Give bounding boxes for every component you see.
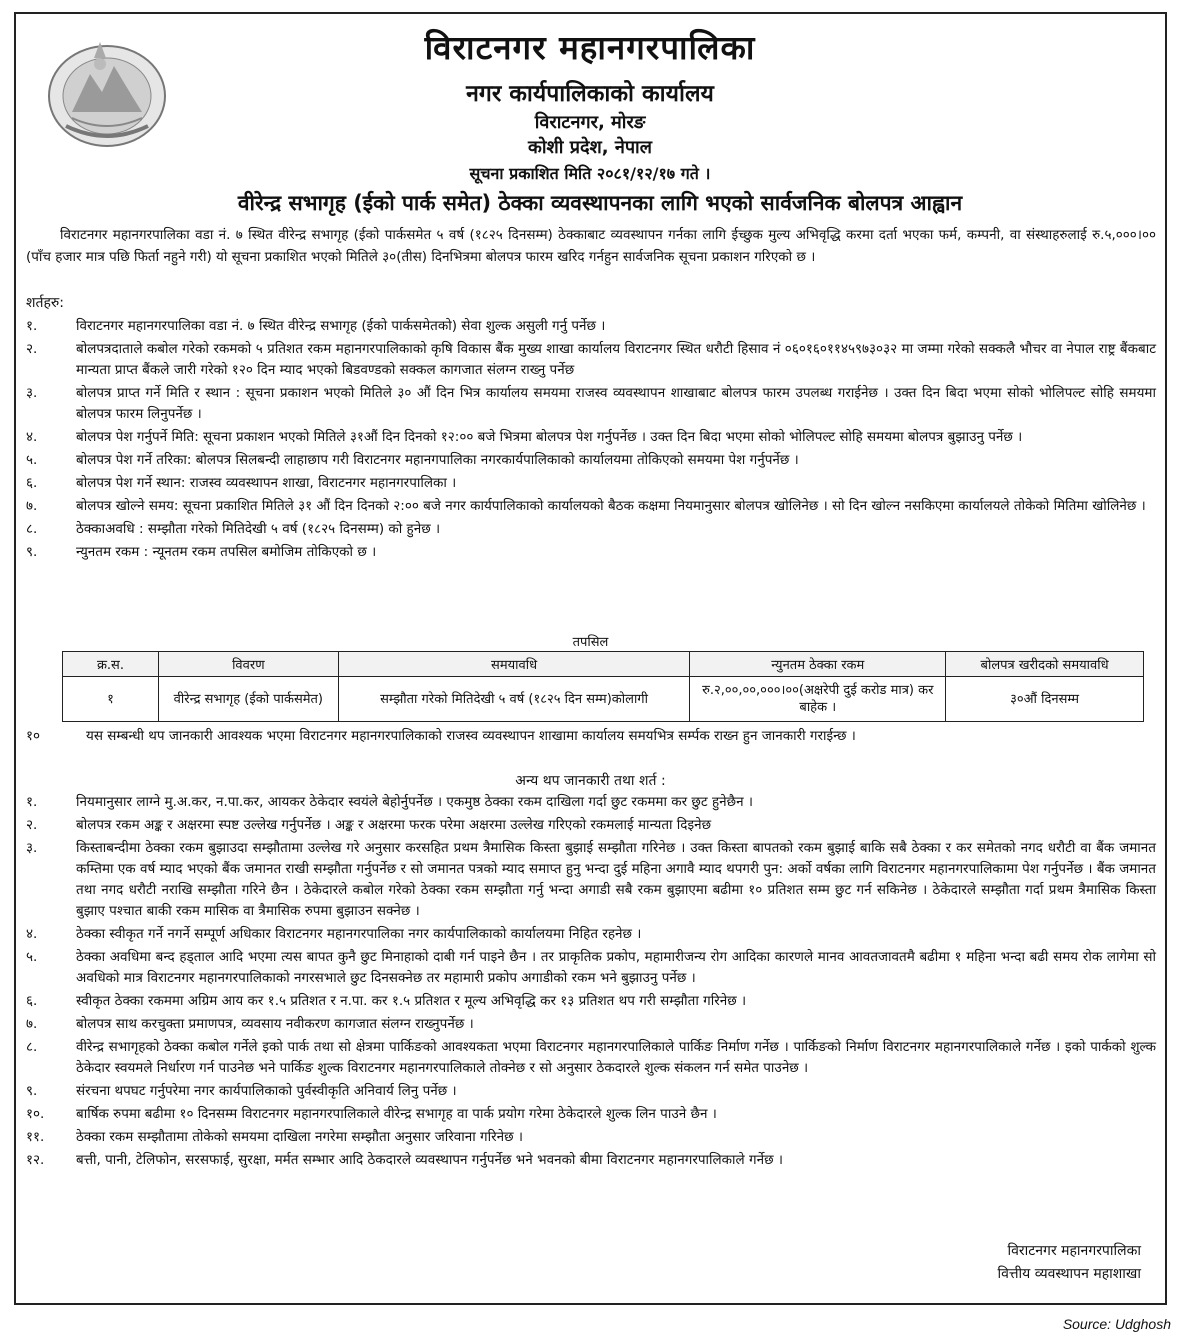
list-item — [26, 1081, 1156, 1102]
item-number: ९. — [26, 1083, 38, 1099]
item-text: बोलपत्र पेश गर्नुपर्ने मिति: सूचना प्रकाशन भएको मितिले ३१औं दिन दिनको १२:०० बजे भित्रमा बोलपत्र पेश गर्नुपर्नेछ । उक्त दिन बिदा भएमा सोको भोलिपल्ट सोहि समयमा बोलपत्र बुझाउनु पर्नेछ । — [76, 429, 1023, 445]
item-text: ठेक्काअवधि : सम्झौता गरेको मितिदेखी ५ वर्ष (१८२५ दिनसम्म) को हुनेछ । — [76, 521, 441, 537]
item-text: ठेक्का रकम सम्झौतामा तोकेको समयमा दाखिला नगरेमा सम्झौता अनुसार जरिवाना गरिनेछ । — [76, 1129, 524, 1145]
item-text: विराटनगर महानगरपालिका वडा नं. ७ स्थित वीरेन्द्र सभागृह (ईको पार्कसमेतको) सेवा शुल्क असुली गर्नु पर्नेछ । — [76, 318, 606, 334]
table-cell: रु.२,००,००,०००।००(अक्षरेपी दुई करोड मात्र) कर बाहेक । — [690, 677, 946, 722]
item-number: ७. — [26, 498, 38, 514]
item-text: बोलपत्र प्राप्त गर्ने मिति र स्थान : सूचना प्रकाशन भएको मितिले ३० औं दिन भित्र कार्यालय समयमा राजस्व व्यवस्थापन शाखाबाट बोलपत्र फारम उपलब्ध गराईनेछ । उक्त दिन बिदा भएमा सोको भोलिपल्ट सोहि समयमा बोलपत्र फारम लिनुपर्नेछ । — [76, 385, 1156, 422]
schedule-label: तपसिल — [572, 635, 609, 650]
list-item — [26, 316, 1156, 337]
list-item — [26, 726, 1156, 747]
item-text: ठेक्का स्वीकृत गर्ने नगर्ने सम्पूर्ण अधिकार विराटनगर महानगरपालिका नगर कार्यपालिकाको कार्यालयमा निहित रहनेछ । — [76, 926, 642, 942]
item-number: ११. — [26, 1129, 45, 1145]
item-text: वीरेन्द्र सभागृहको ठेक्का कबोल गर्नेले इको पार्क तथा सो क्षेत्रमा पार्किङको आवश्यकता भएमा विराटनगर महानगरपालिकाले पार्किङ निर्माण गर्नेछ । पार्किङको निर्माण विराटनगर महानगरपालिकाले गर्नेछ । इको पार्कको शुल्क ठेकेदार स्वयमले निर्धारण गर्न पाउनेछ भने पार्किङ शुल्क विराटनगर महानगरपालिकाले तोक्नेछ र सो अनुसार ठेकदारले शुल्क संकलन गर्न समेत पाउनेछ । — [76, 1039, 1156, 1076]
item-text: ठेक्का अवधिमा बन्द हड्ताल आदि भएमा त्यस बापत कुनै छुट मिनाहाको दाबी गर्न पाइने छैन । तर प्राकृतिक प्रकोप, महामारीजन्य रोग आदिका कारणले मानव आवतजावतमै बढीमा १ महिना भन्दा बढी समय रोक लागेमा सो अवधिको मात्र विराटनगर महानगरपालिकाको नगरसभाले छुट दिनसक्नेछ तर महामारी प्रकोप अगाडीको रकम भने बुझाउनु पर्नेछ । — [76, 949, 1156, 986]
notice-title: वीरेन्द्र सभागृह (ईको पार्क समेत) ठेक्का व्यवस्थापनका लागि भएको सार्वजनिक बोलपत्र आह्वान — [237, 191, 963, 215]
schedule-table — [62, 651, 1144, 722]
published-date: सूचना प्रकाशित मिति २०८१/१२/१७ गते । — [469, 164, 711, 183]
list-item — [26, 947, 1156, 989]
item-number: २. — [26, 341, 38, 357]
column-header: विवरण — [158, 652, 338, 677]
item-number: ४. — [26, 926, 38, 942]
item-text: न्युनतम रकम : न्यूनतम रकम तपसिल बमोजिम तोकिएको छ । — [76, 544, 377, 560]
list-item — [26, 427, 1156, 448]
item-number: ३. — [26, 385, 38, 401]
conditions-heading: शर्तहरु: — [26, 295, 65, 311]
office-location: विराटनगर, मोरङ — [534, 112, 646, 133]
item-number: ६. — [26, 993, 38, 1009]
table-cell: वीरेन्द्र सभागृह (ईको पार्कसमेत) — [158, 677, 338, 722]
item-text: किस्ताबन्दीमा ठेक्का रकम बुझाउदा सम्झौतामा उल्लेख गरे अनुसार करसहित प्रथम त्रैमासिक किस्ता बुझाई सम्झौता गरिनेछ । उक्त किस्ता बापतको रकम बुझाई बाकि सबै ठेक्का र कर समेतको नगद धरौटी वा बैंक जमानत कम्तिमा एक वर्ष म्याद भएको बैंक जमानत राखी सम्झौता गर्नुपर्नेछ र सो जमानत पत्रको म्याद समाप्त हुनु भन्दा दुई महिना अगावै म्याद थपगरी पुन: अर्को वर्षका लागि विराटनगर महानगरपालिकामा पेश गर्नुपर्नेछ । बैंक जमानत तथा नगद धरौटी नराखि सम्झौता गरिने छैन । ठेकेदारले कबोल गरेको ठेक्का रकम सम्झौता गर्नु भन्दा अगाडी सबै रकम बुझाएमा बढीमा १० प्रतिशत सम्म छुट गर्न सकिनेछ । ठेकेदारले सम्झौता गर्दा प्रथम त्रैमासिक किस्ता बुझाए पश्चात बाकी रकम मासिक वा त्रैमासिक रुपमा बुझाउन सक्नेछ । — [76, 840, 1156, 919]
list-item — [26, 991, 1156, 1012]
intro-paragraph — [26, 224, 1156, 268]
table-cell: १ — [63, 677, 159, 722]
item-text: नियमानुसार लाग्ने मु.अ.कर, न.पा.कर, आयकर ठेकेदार स्वयंले बेहोर्नुपर्नेछ । एकमुष्ठ ठेक्का रकम दाखिला गर्दा छुट रकममा कर छुट हुनेछैन । — [76, 794, 754, 810]
list-item — [26, 792, 1156, 813]
office-name: नगर कार्यपालिकाको कार्यालय — [466, 81, 714, 107]
item-text: बत्ती, पानी, टेलिफोन, सरसफाई, सुरक्षा, मर्मत सम्भार आदि ठेकदारले व्यवस्थापन गर्नुपर्नेछ भने भवनको बीमा विराटनगर महानगरपालिकाले गर्नेछ । — [76, 1152, 783, 1168]
list-item — [26, 924, 1156, 945]
list-item — [26, 383, 1156, 425]
list-item — [26, 1037, 1156, 1079]
item-text: संरचना थपघट गर्नुपरेमा नगर कार्यपालिकाको पुर्वस्वीकृति अनिवार्य लिनु पर्नेछ । — [76, 1083, 457, 1099]
column-header: समयावधि — [338, 652, 690, 677]
item-text: बोलपत्र खोल्ने समय: सूचना प्रकाशित मितिले ३१ औं दिन दिनको २:०० बजे नगर कार्यपालिकाको कार्यालयको बैठक कक्षमा नियमानुसार बोलपत्र खोलिनेछ । सो दिन खोल्न नसकिएमा कार्यालयले तोकेको मितिमा खोलिनेछ । — [76, 498, 1146, 514]
item-number: १. — [26, 318, 38, 334]
column-header: न्युनतम ठेक्का रकम — [690, 652, 946, 677]
other-conditions-list — [26, 792, 1156, 1173]
column-header: बोलपत्र खरीदको समयावधि — [946, 652, 1144, 677]
item-text: बोलपत्र साथ करचुक्ता प्रमाणपत्र, व्यवसाय नवीकरण कागजात संलग्न राख्नुपर्नेछ । — [76, 1016, 474, 1032]
org-name: विराटनगर महानगरपालिका — [424, 28, 756, 67]
item-text: बोलपत्र रकम अङ्क र अक्षरमा स्पष्ट उल्लेख गर्नुपर्नेछ । अङ्क र अक्षरमा फरक परेमा अक्षरमा उल्लेख गरिएको रकमलाई मान्यता दिइनेछ — [76, 817, 712, 833]
office-province: कोशी प्रदेश, नेपाल — [528, 137, 652, 158]
list-item — [26, 473, 1156, 494]
item-number: ३. — [26, 840, 38, 856]
source-credit: Source: Udghosh — [1062, 1316, 1171, 1332]
item-number: १. — [26, 794, 38, 810]
item-text: बोलपत्र पेश गर्ने स्थान: राजस्व व्यवस्थापन शाखा, विराटनगर महानगरपालिका । — [76, 475, 457, 491]
item-number: ८. — [26, 521, 38, 537]
item-number: ९. — [26, 544, 38, 560]
item-number: ४. — [26, 429, 38, 445]
intro-text: विराटनगर महानगरपालिका वडा नं. ७ स्थित वीरेन्द्र सभागृह (ईको पार्कसमेत ५ वर्ष (१८२५ दिनसम्म) ठेक्काबाट व्यवस्थापन गर्नका लागि ईच्छुक मुल्य अभिवृद्धि करमा दर्ता भएका फर्म, कम्पनी, वा संस्थाहरुलाई रु.५,०००।०० (पाँच हजार मात्र पछि फिर्ता नहुने गरी) यो सूचना प्रकाशित भएको मितिले ३०(तीस) दिनभित्रमा बोलपत्र फारम खरिद गर्नहुन सार्वजनिक सूचना प्रकाशन गरिएको छ । — [26, 227, 1156, 265]
table-header-row — [63, 652, 1144, 677]
conditions-list — [26, 316, 1156, 565]
table-cell: ३०औं दिनसम्म — [946, 677, 1144, 722]
list-item — [26, 815, 1156, 836]
item-text: स्वीकृत ठेक्का रकममा अग्रिम आय कर १.५ प्रतिशत र न.पा. कर १.५ प्रतिशत र मूल्य अभिवृद्धि कर १३ प्रतिशत थप गरी सम्झौता गरिनेछ । — [76, 993, 747, 1009]
column-header: क्र.स. — [63, 652, 159, 677]
list-item — [26, 339, 1156, 381]
item-number: ७. — [26, 1016, 38, 1032]
nepal-emblem-icon — [42, 34, 172, 152]
item-number: १० — [26, 728, 41, 744]
list-item — [26, 542, 1156, 563]
signature-department: वित्तीय व्यवस्थापन महाशाखा — [997, 1266, 1141, 1282]
list-item — [26, 838, 1156, 922]
item-text: बोलपत्रदाताले कबोल गरेको रकमको ५ प्रतिशत रकम महानगरपालिकाको कृषि विकास बैंक मुख्य शाखा कार्यालय विराटनगर स्थित धरौटी हिसाव नं ०६०१६०११४५९७३०३२ मा जम्मा गरेको सक्कलै भौचर वा नेपाल राष्ट्र बैंकबाट मान्यता प्राप्त बैंकले जारी गरेको १२० दिन म्याद भएको बिडवण्डको सक्कल कागजात संलग्न राख्नु पर्नेछ — [76, 341, 1156, 378]
item-number: ५. — [26, 949, 38, 965]
item-number: ८. — [26, 1039, 38, 1055]
list-item — [26, 450, 1156, 471]
item-text: बार्षिक रुपमा बढीमा १० दिनसम्म विराटनगर महानगरपालिकाले वीरेन्द्र सभागृह वा पार्क प्रयोग गरेमा ठेकेदारले शुल्क लिन पाउने छैन । — [76, 1106, 717, 1122]
list-item — [26, 1127, 1156, 1148]
item-number: १२. — [26, 1152, 45, 1168]
list-item — [26, 1104, 1156, 1125]
list-item — [26, 1150, 1156, 1171]
other-conditions-heading: अन्य थप जानकारी तथा शर्त : — [515, 773, 666, 789]
item-text: बोलपत्र पेश गर्ने तरिका: बोलपत्र सिलबन्दी लाहाछाप गरी विराटनगर महानगपालिका नगरकार्यपालिकाको कार्यालयमा तोकिएको समयमा पेश गर्नुपर्नेछ । — [76, 452, 799, 468]
item-number: ६. — [26, 475, 38, 491]
list-item — [26, 519, 1156, 540]
table-row — [63, 677, 1144, 722]
item-number: १०. — [26, 1106, 45, 1122]
item-text: यस सम्बन्धी थप जानकारी आवश्यक भएमा विराटनगर महानगरपालिकाको राजस्व व्यवस्थापन शाखामा कार्यालय समयभित्र सर्म्पक राख्न हुन जानकारी गराईन्छ । — [86, 728, 856, 744]
item-number: २. — [26, 817, 38, 833]
signature-org: विराटनगर महानगरपालिका — [1007, 1243, 1141, 1259]
item-number: ५. — [26, 452, 38, 468]
list-item — [26, 496, 1156, 517]
table-cell: सम्झौता गरेको मितिदेखी ५ वर्ष (१८२५ दिन सम्म)कोलागी — [338, 677, 690, 722]
list-item — [26, 1014, 1156, 1035]
